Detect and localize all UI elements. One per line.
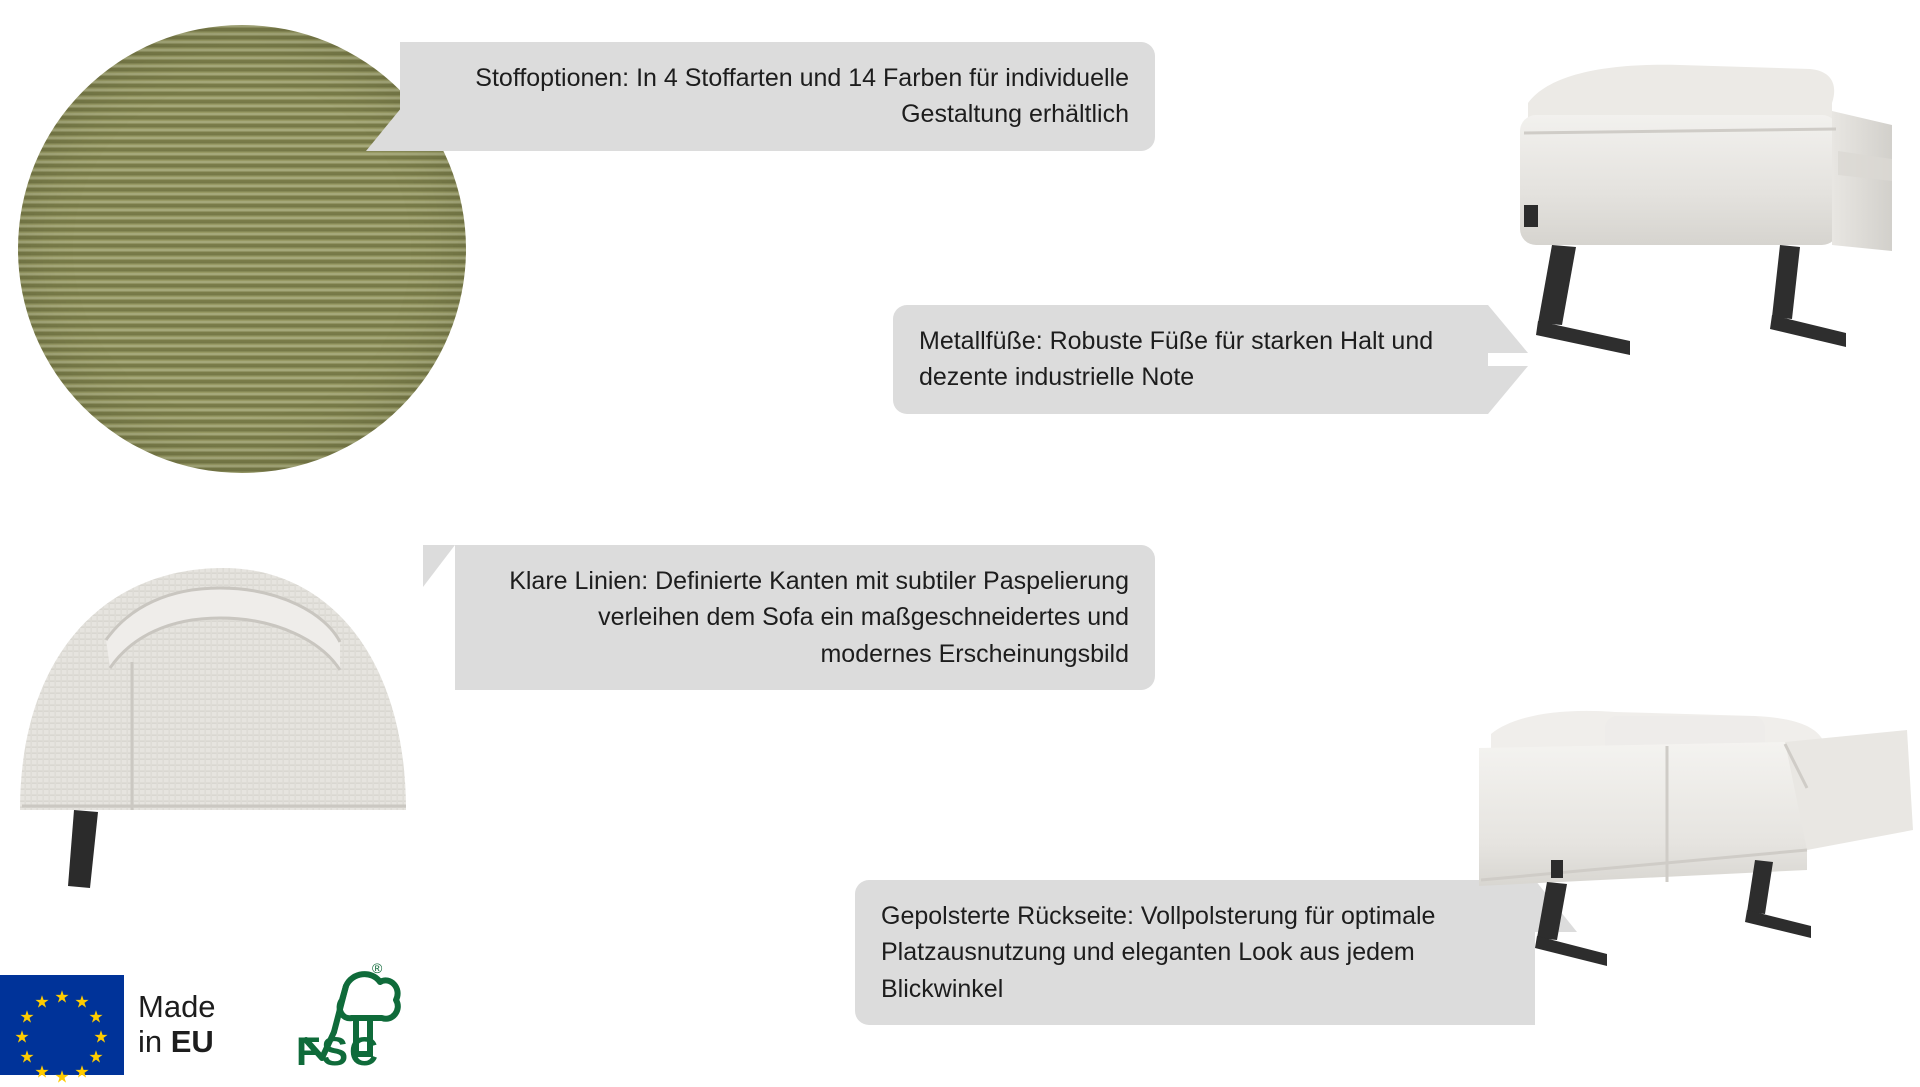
callout-upholstered-back-text: Gepolsterte Rückseite: Vollpolsterung für optimale Platzausnutzung und eleganten Look aus jedem Blickwinkel xyxy=(881,902,1436,1003)
callout-metal-feet-text: Metallfüße: Robuste Füße für starken Halt und dezente industrielle Note xyxy=(919,327,1434,392)
fabric-swatch-corduroy-olive xyxy=(18,25,466,473)
made-in-eu-line1: Made xyxy=(138,989,216,1025)
made-in-eu-line2-prefix: in xyxy=(138,1024,171,1059)
corner-sofa-rear-photo xyxy=(1455,700,1920,980)
callout-fabric-options xyxy=(400,42,1155,151)
callout-fabric-options-text: Stoffoptionen: In 4 Stoffarten und 14 Farben für individuelle Gestaltung erhältlich xyxy=(475,64,1129,129)
callout-metal-feet xyxy=(893,305,1488,414)
sofa-arm-detail-photo xyxy=(10,510,460,890)
fsc-label: FSC xyxy=(296,1030,379,1074)
made-in-eu-line2-strong: EU xyxy=(170,1024,214,1059)
made-in-eu-line2 xyxy=(138,1025,216,1060)
fsc-registered-mark: ® xyxy=(372,960,383,976)
callout-clean-lines xyxy=(455,545,1155,690)
made-in-eu-label xyxy=(138,990,216,1059)
callout-upholstered-back xyxy=(855,880,1535,1025)
sofa-back-view-photo xyxy=(1480,55,1900,405)
callout-clean-lines-text: Klare Linien: Definierte Kanten mit subtiler Paspelierung verleihen dem Sofa ein maßgeschneidertes und modernes Erscheinungsbild xyxy=(509,567,1129,668)
eu-flag-icon: ★ ★ ★ ★ ★ ★ ★ ★ ★ ★ ★ ★ xyxy=(0,975,124,1075)
badge-made-in-eu xyxy=(0,975,216,1087)
